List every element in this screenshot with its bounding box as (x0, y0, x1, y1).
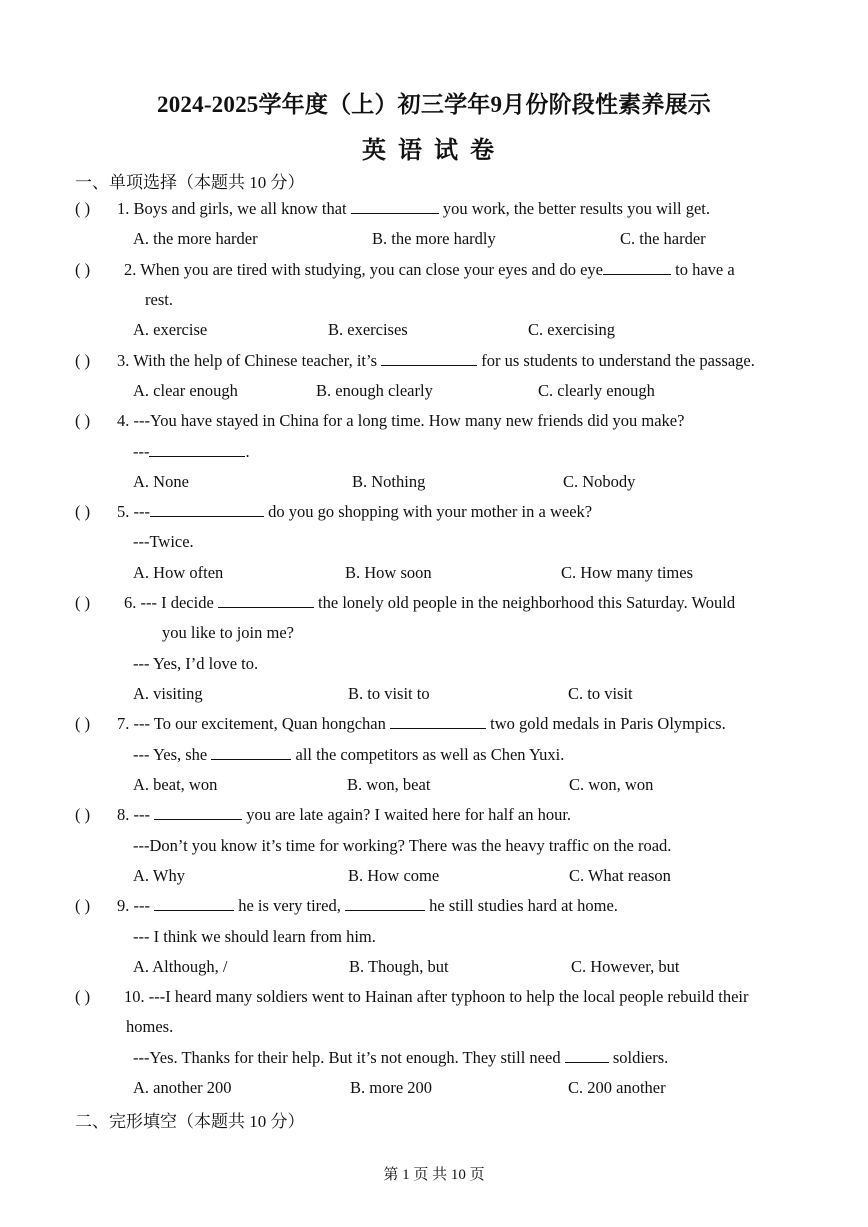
question-text: 5. --- (117, 502, 150, 521)
option-c: C. 200 another (568, 1078, 666, 1097)
question-text: all the competitors as well as Chen Yuxi. (295, 745, 565, 764)
answer-paren: ( ) (75, 805, 91, 824)
question-text: ---Yes. Thanks for their help. But it’s not enough. They still need (133, 1048, 561, 1067)
question-text: to have a (675, 260, 735, 279)
question-5 (117, 502, 592, 522)
answer-blank (149, 442, 245, 457)
option-b: B. Nothing (352, 472, 426, 491)
question-text: for us students to understand the passage. (481, 351, 755, 370)
option-c: C. Nobody (563, 472, 636, 491)
answer-blank (345, 896, 425, 911)
option-a: A. How often (133, 563, 224, 582)
option-c: C. What reason (569, 866, 671, 885)
option-b: B. How soon (345, 563, 432, 582)
answer-paren: ( ) (75, 260, 91, 279)
option-b: B. Though, but (349, 957, 449, 976)
answer-blank (218, 593, 314, 608)
page-footer: 第 1 页 共 10 页 (383, 1167, 485, 1183)
option-a: A. visiting (133, 684, 203, 703)
answer-blank (154, 805, 242, 820)
question-text: 9. --- (117, 896, 150, 915)
option-c: C. However, but (571, 957, 680, 976)
option-b: B. won, beat (347, 775, 431, 794)
section-heading-2: 二、完形填空（本题共 10 分） (75, 1112, 305, 1131)
question-text: two gold medals in Paris Olympics. (490, 714, 726, 733)
option-a: A. exercise (133, 320, 208, 339)
question-text: 3. With the help of Chinese teacher, it’s (117, 351, 378, 370)
question-response (133, 442, 250, 462)
answer-blank (565, 1048, 609, 1063)
answer-blank (150, 502, 264, 517)
question-response: --- Yes, I’d love to. (133, 654, 259, 673)
question-text: he still studies hard at home. (429, 896, 618, 915)
question-6 (124, 593, 735, 613)
answer-paren: ( ) (75, 896, 91, 915)
question-text: --- Yes, she (133, 745, 208, 764)
question-text: 7. --- To our excitement, Quan hongchan (117, 714, 386, 733)
option-a: A. None (133, 472, 189, 491)
option-c: C. clearly enough (538, 381, 655, 400)
option-b: B. How come (348, 866, 440, 885)
question-text: 1. Boys and girls, we all know that (117, 199, 347, 218)
answer-paren: ( ) (75, 502, 91, 521)
answer-paren: ( ) (75, 593, 91, 612)
option-a: A. Why (133, 866, 185, 885)
option-c: C. exercising (528, 320, 616, 339)
question-3 (117, 351, 755, 371)
answer-blank (390, 714, 486, 729)
option-a: A. beat, won (133, 775, 218, 794)
question-continuation: rest. (145, 290, 173, 309)
option-a: A. clear enough (133, 381, 238, 400)
question-response: ---Twice. (133, 532, 194, 551)
section-heading-1: 一、单项选择（本题共 10 分） (75, 173, 305, 192)
answer-paren: ( ) (75, 351, 91, 370)
question-text: 8. --- (117, 805, 150, 824)
question-text: --- (133, 442, 150, 461)
question-text: you are late again? I waited here for half an hour. (246, 805, 572, 824)
question-text: soldiers. (612, 1048, 669, 1067)
question-text: 6. --- I decide (124, 593, 214, 612)
question-10: 10. ---I heard many soldiers went to Hainan after typhoon to help the local people rebuild their (124, 987, 749, 1006)
question-4: 4. ---You have stayed in China for a long time. How many new friends did you make? (117, 411, 685, 430)
option-b: B. the more hardly (372, 229, 496, 248)
page-subtitle: 英语试卷 (362, 138, 506, 164)
answer-blank (154, 896, 234, 911)
option-c: C. to visit (568, 684, 633, 703)
answer-blank (211, 745, 291, 760)
option-c: C. won, won (569, 775, 654, 794)
question-2 (124, 260, 735, 280)
question-response: ---Don’t you know it’s time for working? There was the heavy traffic on the road. (133, 836, 672, 855)
answer-blank (381, 351, 477, 366)
question-text: you work, the better results you will get. (442, 199, 711, 218)
option-c: C. the harder (620, 229, 706, 248)
question-response: --- I think we should learn from him. (133, 927, 376, 946)
question-text: do you go shopping with your mother in a week? (268, 502, 593, 521)
answer-blank (603, 260, 671, 275)
question-1 (117, 199, 710, 219)
answer-blank (351, 199, 439, 214)
option-b: B. exercises (328, 320, 408, 339)
question-9 (117, 896, 618, 916)
question-continuation: you like to join me? (162, 623, 294, 642)
question-response (133, 1048, 668, 1068)
answer-paren: ( ) (75, 199, 91, 218)
answer-paren: ( ) (75, 411, 91, 430)
question-response (133, 745, 564, 765)
question-text: . (245, 442, 250, 461)
question-text: the lonely old people in the neighborhood this Saturday. Would (318, 593, 736, 612)
option-b: B. to visit to (348, 684, 430, 703)
answer-paren: ( ) (75, 714, 91, 733)
answer-paren: ( ) (75, 987, 91, 1006)
question-continuation: homes. (126, 1017, 174, 1036)
option-a: A. Although, / (133, 957, 228, 976)
option-b: B. enough clearly (316, 381, 433, 400)
option-b: B. more 200 (350, 1078, 433, 1097)
page-title: 2024-2025学年度（上）初三学年9月份阶段性素养展示 (157, 92, 711, 117)
question-text: he is very tired, (238, 896, 341, 915)
option-c: C. How many times (561, 563, 693, 582)
question-text: 2. When you are tired with studying, you can close your eyes and do eye (124, 260, 603, 279)
option-a: A. the more harder (133, 229, 258, 248)
option-a: A. another 200 (133, 1078, 232, 1097)
question-7 (117, 714, 726, 734)
question-8 (117, 805, 571, 825)
